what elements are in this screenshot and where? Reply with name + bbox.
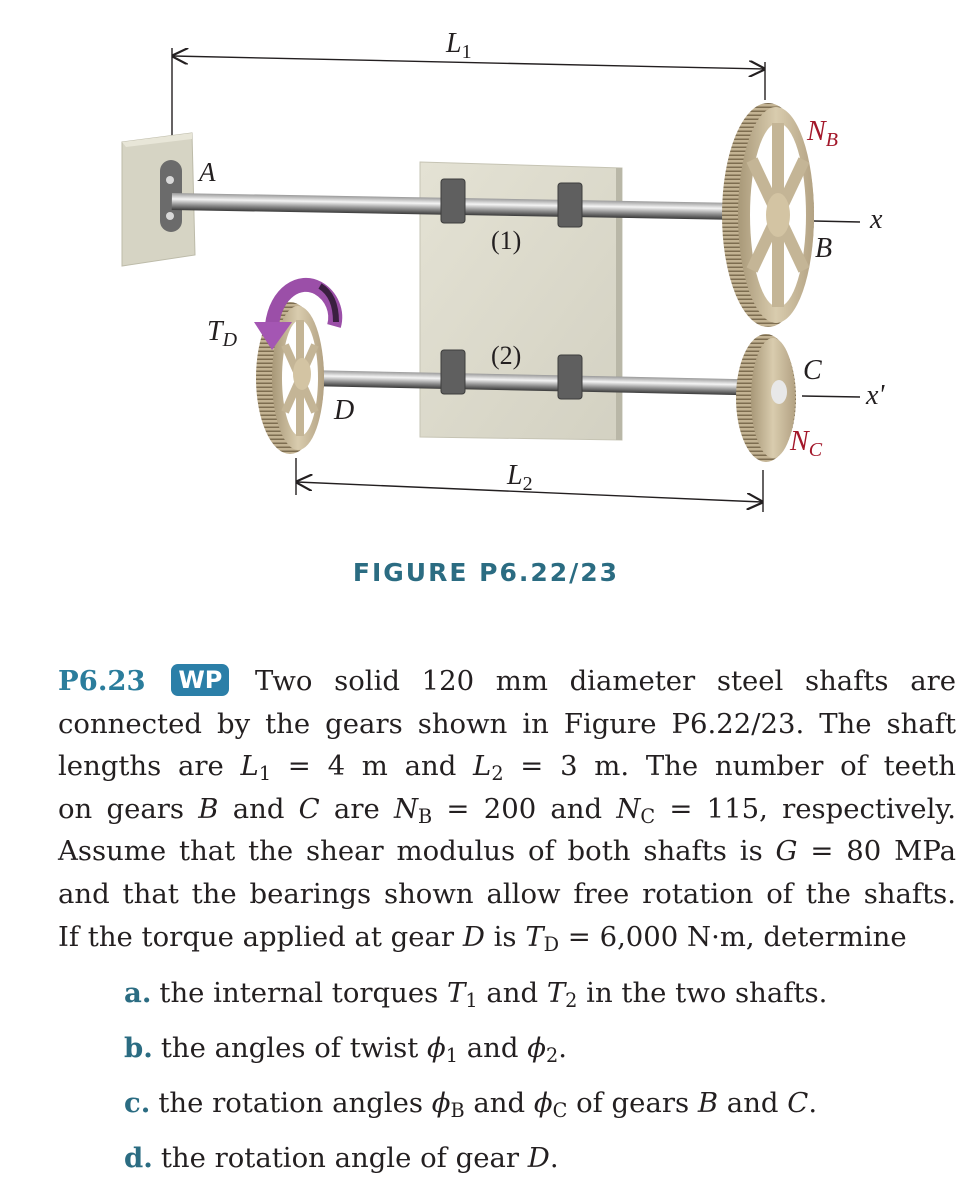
math-variable: ϕ — [533, 1087, 553, 1119]
part-letter: d. — [124, 1142, 153, 1174]
part-letter: b. — [124, 1032, 153, 1064]
math-variable: ϕ — [427, 1032, 446, 1064]
problem-statement — [58, 660, 956, 958]
math-variable: D — [462, 920, 485, 953]
math-variable: C — [787, 1087, 809, 1119]
math-variable: ϕ — [527, 1032, 546, 1064]
math-variable: ϕ — [431, 1087, 451, 1119]
problem-line-7: If the torque applied at gear D is $T_D = 6,000$ N·m, determine — [58, 920, 907, 956]
problem-line-6: and that the bearings shown allow free rotation of the shafts. — [58, 877, 956, 910]
part-a — [124, 972, 944, 1027]
part-text: the rotation angles $\phi_B$ and $\phi_C$ of gears B and C. — [158, 1087, 818, 1122]
label-d: D — [334, 395, 355, 426]
math-variable: L — [473, 750, 492, 783]
math-variable: N — [616, 792, 641, 825]
problem-number: P6.23 — [58, 665, 146, 697]
problem-parts — [124, 972, 944, 1192]
axis-x — [814, 221, 860, 222]
label-nb: $N_B$ — [807, 116, 838, 151]
wp-badge[interactable]: WP — [171, 664, 229, 696]
problem-line-3: lengths are $L_1 = 4$ m and $L_2 = 3$ m. The number of teeth — [58, 750, 956, 785]
math-variable: B — [697, 1087, 719, 1119]
label-x: x — [870, 204, 883, 235]
part-text: the angles of twist $\phi_1$ and $\phi_2$. — [160, 1032, 567, 1067]
problem-line-5: Assume that the shear modulus of both shafts is G = 80 MPa — [58, 835, 956, 868]
label-x-prime: x' — [866, 380, 885, 411]
label-l1: $L_1$ — [446, 28, 472, 63]
label-c: C — [803, 355, 822, 386]
label-shaft-2: (2) — [491, 341, 522, 370]
part-c — [124, 1082, 944, 1137]
axis-x-prime — [802, 396, 860, 397]
figure-p6-22-23 — [0, 0, 972, 540]
label-shaft-1: (1) — [491, 226, 522, 255]
label-a: A — [199, 157, 216, 187]
gear-shaft-diagram — [0, 0, 972, 540]
dimension-l1 — [172, 48, 765, 157]
math-variable: L — [240, 750, 259, 783]
part-text: the internal torques $T_1$ and $T_2$ in the two shafts. — [159, 977, 828, 1012]
gear-b — [722, 103, 814, 327]
problem-text: Two solid 120 mm diameter steel shafts are — [255, 665, 957, 697]
math-variable: G — [775, 835, 798, 868]
part-b — [124, 1027, 944, 1082]
math-variable: T — [447, 977, 466, 1009]
math-variable: N — [393, 792, 419, 825]
math-variable: B — [198, 792, 219, 825]
math-variable: C — [298, 792, 320, 825]
part-text: the rotation angle of gear D. — [160, 1142, 559, 1174]
gear-c — [736, 334, 796, 462]
problem-line-4: on gears B and C are $N_B = 200$ and $N_C = 115$, respectively. — [58, 792, 956, 828]
math-variable: D — [527, 1142, 550, 1174]
math-variable: T — [525, 920, 544, 953]
figure-caption: FIGURE P6.22/23 — [352, 558, 620, 587]
problem-line-2: connected by the gears shown in Figure P6.22/23. The shaft — [58, 707, 956, 740]
label-td: $T_D$ — [207, 316, 238, 351]
label-nc: $N_C$ — [790, 426, 823, 461]
problem-line-1 — [58, 660, 956, 703]
part-d — [124, 1137, 944, 1192]
label-l2: $L_2$ — [507, 460, 533, 495]
part-letter: c. — [124, 1087, 151, 1119]
part-letter: a. — [124, 977, 152, 1009]
label-b: B — [815, 233, 833, 264]
math-variable: T — [546, 977, 566, 1009]
